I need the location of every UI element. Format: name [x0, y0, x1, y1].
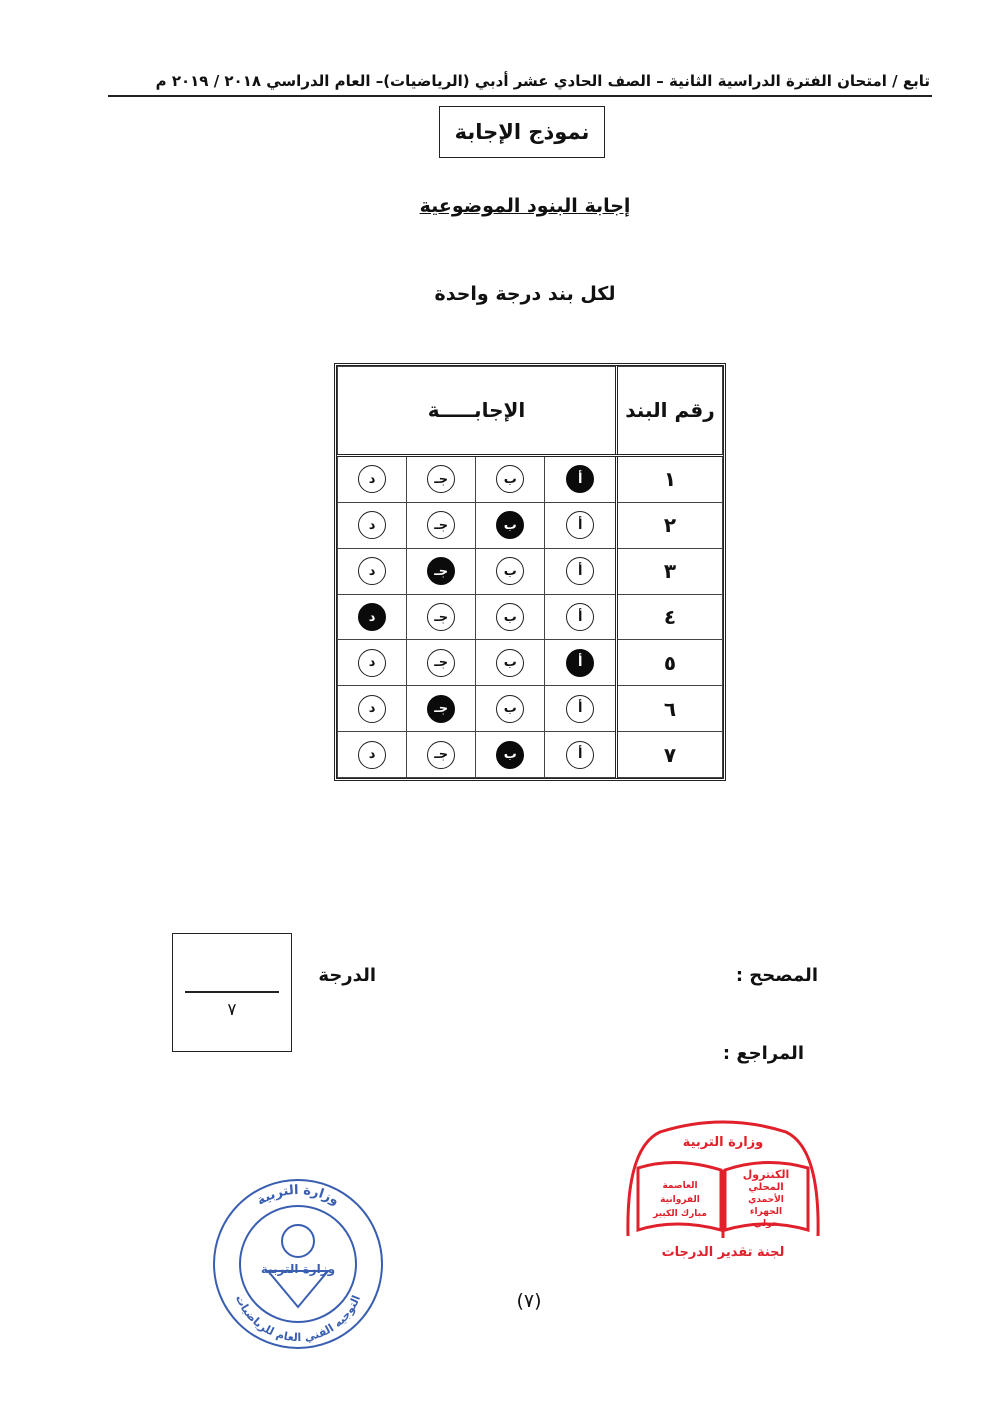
selected-answer-bubble: أ — [566, 465, 594, 493]
option-cell — [476, 686, 545, 732]
option-cell — [338, 594, 407, 640]
item-number: ٣ — [617, 548, 723, 594]
grade-label: الدرجة — [318, 965, 376, 986]
selected-answer-bubble: ب — [496, 741, 524, 769]
option-bubble: ب — [496, 465, 524, 493]
selected-answer-bubble: د — [358, 603, 386, 631]
option-bubble: جـ — [427, 649, 455, 677]
option-cell — [545, 686, 617, 732]
option-cell — [545, 548, 617, 594]
answer-row — [338, 502, 723, 548]
answer-row — [338, 455, 723, 502]
option-bubble: د — [358, 741, 386, 769]
option-cell — [407, 594, 476, 640]
corrector-label: المصحح : — [735, 965, 818, 986]
blue-seal-bottom-text: التوجيه الفني العام للرياضيات — [232, 1293, 363, 1345]
red-stamp-bottom-text: لجنة تقدير الدرجات — [661, 1245, 785, 1260]
selected-answer-bubble: جـ — [427, 557, 455, 585]
selected-answer-bubble: أ — [566, 649, 594, 677]
exam-header: تابع / امتحان الفترة الدراسية الثانية – الصف الحادي عشر أدبي (الرياضيات)– العام الدراسي ٢٠١٨ / ٢٠١٩ م — [155, 72, 930, 90]
option-bubble: جـ — [427, 511, 455, 539]
option-cell — [545, 640, 617, 686]
option-bubble: جـ — [427, 603, 455, 631]
option-bubble: جـ — [427, 465, 455, 493]
option-bubble: د — [358, 695, 386, 723]
option-bubble: د — [358, 511, 386, 539]
option-cell — [545, 594, 617, 640]
blue-seal-outer-text: وزارة التربية — [254, 1182, 342, 1209]
option-cell — [476, 548, 545, 594]
option-cell — [476, 640, 545, 686]
grade-denominator: ٧ — [227, 1000, 237, 1020]
option-cell — [338, 502, 407, 548]
option-bubble: أ — [566, 741, 594, 769]
red-stamp-top-text: وزارة التربية — [682, 1135, 764, 1150]
option-bubble: ب — [496, 603, 524, 631]
red-stamp-district-6: مبارك الكبير — [653, 1209, 707, 1219]
option-bubble: أ — [566, 603, 594, 631]
option-cell — [338, 732, 407, 778]
item-number-column-header: رقم البند — [617, 367, 723, 456]
option-bubble: أ — [566, 695, 594, 723]
red-control-stamp — [616, 1118, 830, 1264]
red-stamp-district-4: العاصمة — [662, 1181, 698, 1191]
option-cell — [476, 594, 545, 640]
option-bubble: ب — [496, 695, 524, 723]
answer-model-title: نموذج الإجابة — [439, 106, 605, 158]
option-cell — [407, 548, 476, 594]
answer-row — [338, 686, 723, 732]
option-bubble: أ — [566, 511, 594, 539]
option-cell — [545, 455, 617, 502]
option-cell — [407, 640, 476, 686]
selected-answer-bubble: ب — [496, 511, 524, 539]
red-stamp-district-5: الفروانية — [660, 1195, 700, 1205]
answer-key-table — [334, 363, 726, 781]
per-item-score-note: لكل بند درجة واحدة — [434, 283, 616, 305]
option-bubble: د — [358, 557, 386, 585]
selected-answer-bubble: جـ — [427, 695, 455, 723]
reviewer-label: المراجع : — [722, 1043, 804, 1064]
objective-items-subtitle: إجابة البنود الموضوعية — [419, 195, 631, 217]
option-cell — [476, 732, 545, 778]
answer-row — [338, 732, 723, 778]
option-cell — [545, 732, 617, 778]
header-divider — [108, 95, 932, 97]
option-cell — [338, 686, 407, 732]
option-cell — [338, 455, 407, 502]
answer-row — [338, 640, 723, 686]
answer-column-header: الإجابـــــة — [338, 367, 617, 456]
grade-box — [172, 933, 292, 1052]
option-cell — [338, 640, 407, 686]
item-number: ٤ — [617, 594, 723, 640]
item-number: ٥ — [617, 640, 723, 686]
answer-row — [338, 548, 723, 594]
option-cell — [476, 502, 545, 548]
option-bubble: د — [358, 649, 386, 677]
option-cell — [407, 455, 476, 502]
item-number: ٢ — [617, 502, 723, 548]
option-cell — [476, 455, 545, 502]
option-cell — [407, 732, 476, 778]
option-cell — [407, 686, 476, 732]
red-stamp-control-text: الكنترول — [742, 1168, 790, 1181]
option-cell — [338, 548, 407, 594]
option-cell — [545, 502, 617, 548]
red-stamp-local-text: المحلي — [748, 1182, 784, 1193]
red-stamp-district-1: الأحمدي — [748, 1195, 784, 1205]
option-bubble: جـ — [427, 741, 455, 769]
blue-ministry-seal — [208, 1175, 388, 1353]
answer-row — [338, 594, 723, 640]
option-bubble: ب — [496, 557, 524, 585]
red-stamp-district-2: الجهراء — [749, 1207, 783, 1217]
red-stamp-district-3: حولي — [753, 1219, 779, 1229]
grade-fraction-line — [185, 991, 279, 993]
option-cell — [407, 502, 476, 548]
blue-seal-inner-text: وزارة التربية — [260, 1262, 336, 1276]
option-bubble: أ — [566, 557, 594, 585]
item-number: ٧ — [617, 732, 723, 778]
page-number: (٧) — [516, 1290, 542, 1312]
option-bubble: د — [358, 465, 386, 493]
option-bubble: ب — [496, 649, 524, 677]
item-number: ١ — [617, 455, 723, 502]
item-number: ٦ — [617, 686, 723, 732]
